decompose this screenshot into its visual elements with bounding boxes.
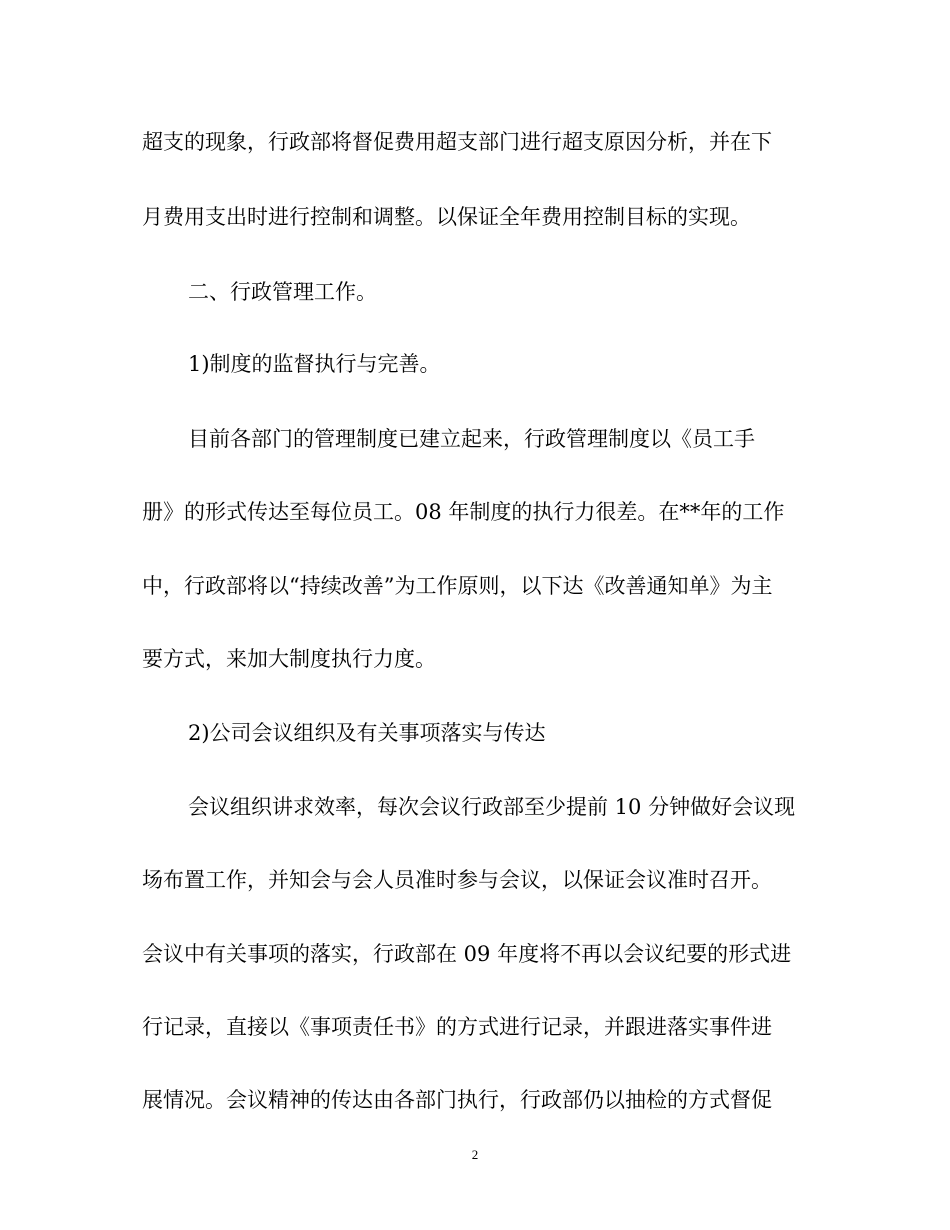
body-text-line: 展情况。会议精神的传达由各部门执行，行政部仍以抽检的方式督促 [142, 1088, 772, 1112]
subsection-heading: 2)公司会议组织及有关事项落实与传达 [188, 721, 546, 745]
body-text-line: 场布置工作，并知会与会人员准时参与会议，以保证会议准时召开。 [142, 868, 772, 892]
body-text-line: 月费用支出时进行控制和调整。以保证全年费用控制目标的实现。 [142, 205, 751, 229]
body-text-line: 超支的现象，行政部将督促费用超支部门进行超支原因分析，并在下 [142, 130, 772, 154]
body-text-line: 中，行政部将以“持续改善”为工作原则，以下达《改善通知单》为主 [142, 574, 773, 598]
body-text-line: 行记录，直接以《事项责任书》的方式进行记录，并跟进落实事件进 [142, 1015, 772, 1039]
body-text-line: 要方式，来加大制度执行力度。 [142, 647, 436, 671]
section-heading: 二、行政管理工作。 [188, 280, 377, 304]
page-number: 2 [471, 1147, 479, 1162]
body-text-line: 会议中有关事项的落实，行政部在 09 年度将不再以会议纪要的形式进 [142, 942, 792, 966]
body-text-line: 会议组织讲求效率，每次会议行政部至少提前 10 分钟做好会议现 [188, 795, 796, 819]
body-text-line: 目前各部门的管理制度已建立起来，行政管理制度以《员工手 [188, 427, 755, 451]
subsection-heading: 1)制度的监督执行与完善。 [188, 352, 441, 376]
body-text-line: 册》的形式传达至每位员工。08 年制度的执行力很差。在**年的工作 [142, 500, 785, 524]
